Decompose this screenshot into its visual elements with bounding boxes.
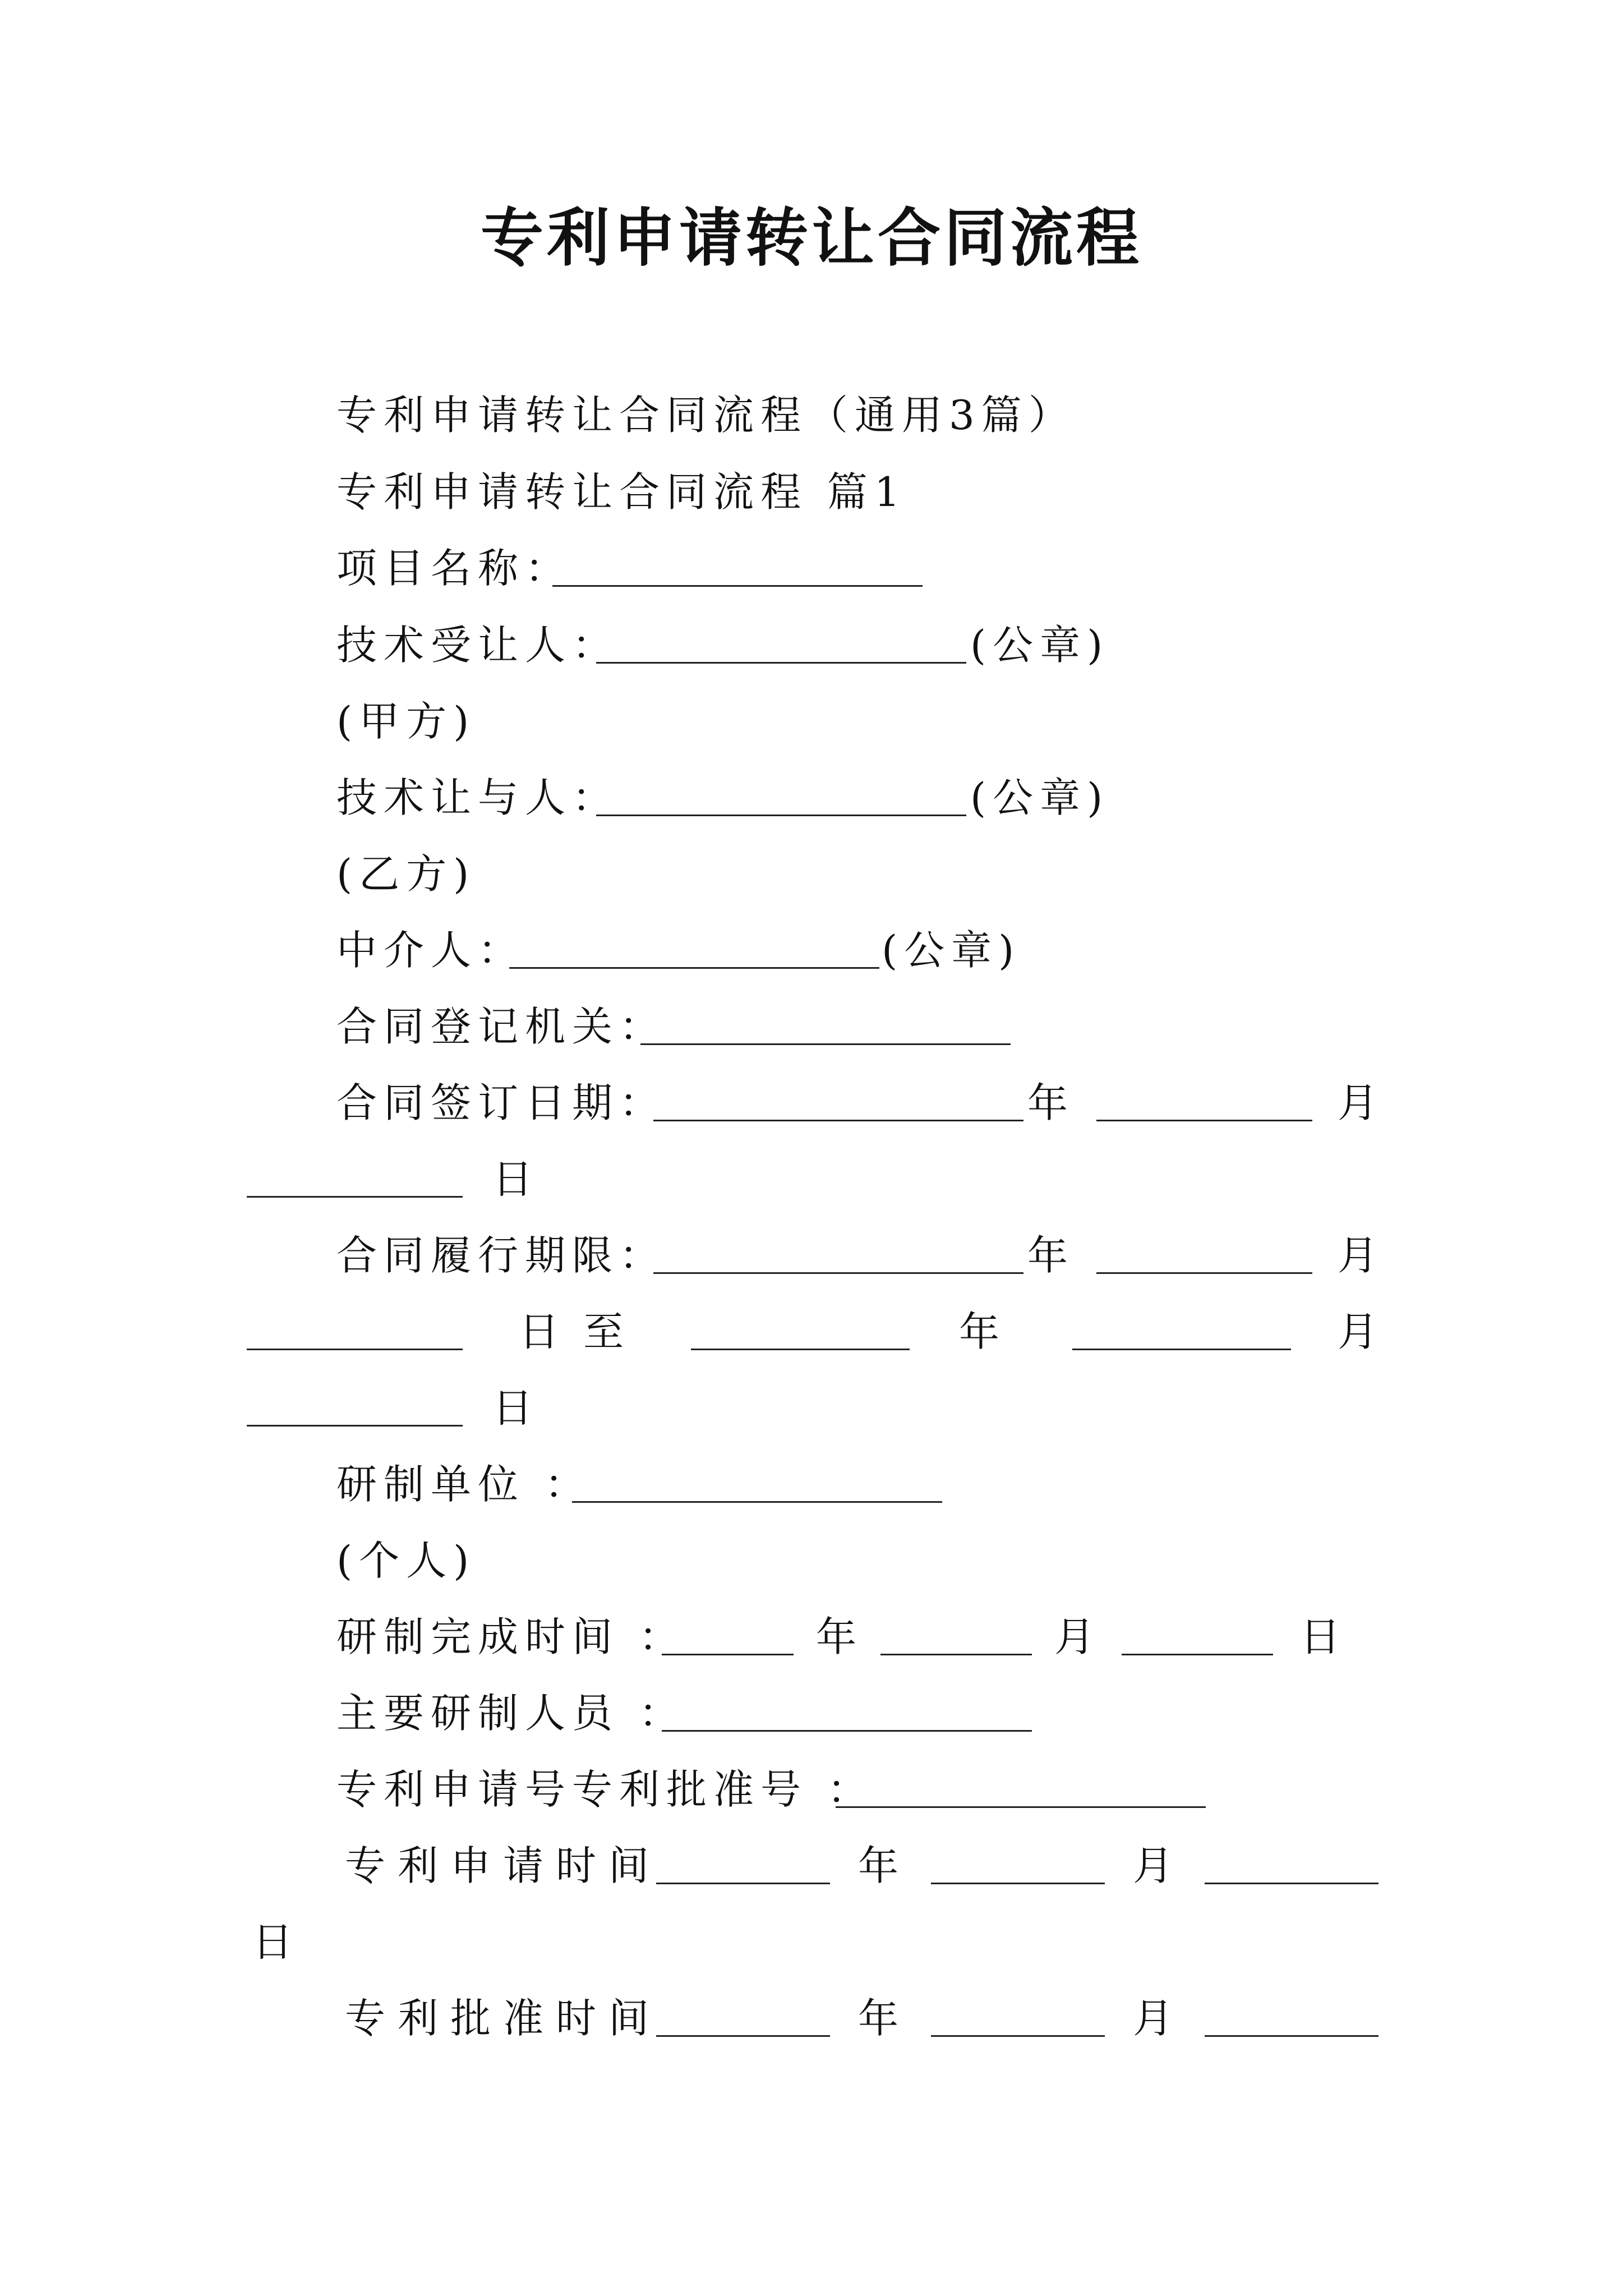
dev-time-year-blank bbox=[662, 1654, 794, 1655]
document-title: 专利申请转让合同流程 bbox=[481, 201, 1142, 275]
approve-time-label: 专利批准时间 bbox=[345, 1995, 662, 2042]
party-b-label: (乙方) bbox=[336, 850, 476, 898]
assignee-label: 技术受让人： bbox=[336, 622, 620, 669]
term-end-day: 日 bbox=[492, 1384, 540, 1432]
term-start-month-blank bbox=[1096, 1272, 1312, 1274]
party-a-label: (甲方) bbox=[336, 698, 476, 745]
term-start-month: 月 bbox=[1338, 1232, 1385, 1279]
assignor-blank bbox=[596, 815, 966, 816]
sign-date-day-blank bbox=[247, 1196, 463, 1198]
dev-time-label: 研制完成时间 ： bbox=[336, 1613, 686, 1660]
main-staff-blank bbox=[662, 1730, 1032, 1732]
term-label: 合同履行期限： bbox=[336, 1232, 667, 1279]
term-start-day: 日 bbox=[519, 1308, 566, 1355]
apply-time-year-blank bbox=[656, 1883, 830, 1884]
sign-date-month-blank bbox=[1096, 1120, 1312, 1121]
sign-date-month: 月 bbox=[1338, 1079, 1385, 1126]
approve-time-month-blank bbox=[931, 2035, 1105, 2037]
registry-label: 合同登记机关： bbox=[336, 1003, 667, 1050]
dev-unit-label: 研制单位 ： bbox=[336, 1461, 592, 1508]
individual-label: (个人) bbox=[336, 1537, 476, 1584]
sign-date-year: 年 bbox=[1027, 1079, 1075, 1126]
dev-time-month: 月 bbox=[1054, 1613, 1102, 1660]
assignor-label: 技术让与人： bbox=[336, 774, 620, 821]
apply-time-day-blank bbox=[1205, 1883, 1378, 1884]
project-name-blank bbox=[552, 585, 923, 587]
apply-time-month-blank bbox=[931, 1883, 1105, 1884]
patent-no-label: 专利申请号专利批准号 ： bbox=[336, 1766, 874, 1813]
assignor-seal: (公章) bbox=[970, 774, 1110, 821]
intermediary-label: 中介人： bbox=[336, 927, 525, 974]
sign-date-year-blank bbox=[653, 1120, 1023, 1121]
dev-time-day: 日 bbox=[1300, 1613, 1348, 1660]
assignee-seal: (公章) bbox=[970, 622, 1110, 669]
subtitle-line: 专利申请转让合同流程（通用3篇） bbox=[336, 392, 1076, 439]
term-end-year: 年 bbox=[959, 1308, 1007, 1355]
dev-time-year: 年 bbox=[816, 1613, 864, 1660]
assignee-blank bbox=[596, 662, 966, 664]
intermediary-blank bbox=[509, 967, 879, 969]
term-start-year: 年 bbox=[1027, 1232, 1075, 1279]
project-name-label: 项目名称： bbox=[336, 545, 573, 592]
apply-time-month: 月 bbox=[1133, 1842, 1181, 1889]
sign-date-day: 日 bbox=[492, 1156, 540, 1203]
term-start-day-blank bbox=[247, 1349, 463, 1350]
sign-date-label: 合同签订日期： bbox=[336, 1079, 667, 1126]
main-staff-label: 主要研制人员 ： bbox=[336, 1690, 686, 1737]
patent-no-blank bbox=[836, 1806, 1206, 1808]
section-heading: 专利申请转让合同流程 篇1 bbox=[336, 468, 907, 516]
registry-blank bbox=[640, 1043, 1011, 1045]
apply-time-day: 日 bbox=[252, 1918, 300, 1966]
approve-time-month: 月 bbox=[1133, 1995, 1181, 2042]
approve-time-year: 年 bbox=[858, 1995, 906, 2042]
term-end-month-blank bbox=[1072, 1349, 1291, 1350]
term-end-month: 月 bbox=[1338, 1308, 1385, 1355]
apply-time-label: 专利申请时间 bbox=[345, 1842, 662, 1889]
dev-unit-blank bbox=[572, 1501, 942, 1503]
dev-time-month-blank bbox=[880, 1654, 1032, 1655]
intermediary-seal: (公章) bbox=[882, 927, 1021, 974]
term-end-day-blank bbox=[247, 1425, 463, 1427]
dev-time-day-blank bbox=[1122, 1654, 1273, 1655]
term-end-year-blank bbox=[691, 1349, 910, 1350]
term-to: 至 bbox=[583, 1308, 631, 1355]
approve-time-year-blank bbox=[656, 2035, 830, 2037]
approve-time-day-blank bbox=[1205, 2035, 1378, 2037]
term-start-year-blank bbox=[653, 1272, 1023, 1274]
apply-time-year: 年 bbox=[858, 1842, 906, 1889]
